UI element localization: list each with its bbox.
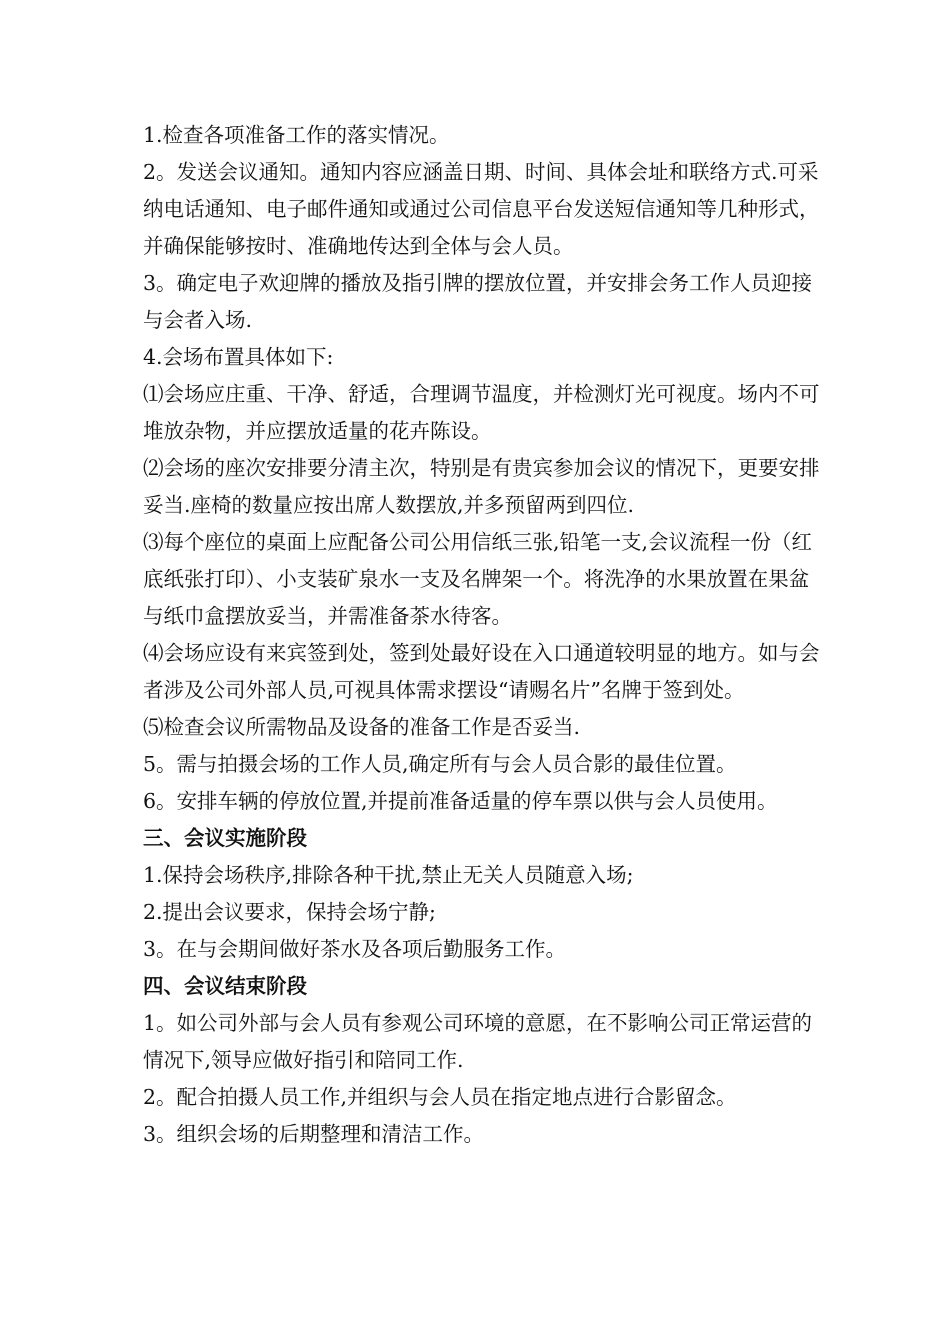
paragraph-implementation-2: 2.提出会议要求，保持会场宁静; — [143, 900, 436, 924]
paragraph-implementation-1: 1.保持会场秩序,排除各种干扰,禁止无关人员随意入场; — [143, 863, 634, 887]
paragraph-implementation-3: 3。在与会期间做好茶水及各项后勤服务工作。 — [143, 937, 567, 961]
paragraph-closing-1: 1。如公司外部与会人员有参观公司环境的意愿，在不影响公司正常运营的情况下,领导应做好指引和陪同工作. — [143, 1011, 813, 1072]
paragraph-venue-item-2: ⑵会场的座次安排要分清主次，特别是有贵宾参加会议的情况下，更要安排妥当.座椅的数量应按出席人数摆放,并多预留两到四位. — [143, 456, 820, 517]
paragraph-closing-3: 3。组织会场的后期整理和清洁工作。 — [143, 1122, 485, 1146]
paragraph-check-preparation: 1.检查各项准备工作的落实情况。 — [143, 123, 450, 147]
paragraph-closing-2: 2。配合拍摄人员工作,并组织与会人员在指定地点进行合影留念。 — [143, 1085, 737, 1109]
section-heading-closing: 四、会议结束阶段 — [143, 974, 307, 998]
section-heading-implementation: 三、会议实施阶段 — [143, 826, 307, 850]
paragraph-group-photo: 5。需与拍摄会场的工作人员,确定所有与会人员合影的最佳位置。 — [143, 752, 737, 776]
paragraph-send-notice: 2。发送会议通知。通知内容应涵盖日期、时间、具体会址和联络方式.可采纳电话通知、电子邮件通知或通过公司信息平台发送短信通知等几种形式，并确保能够按时、准确地传达到全体与会人员。 — [143, 160, 820, 258]
paragraph-venue-item-3: ⑶每个座位的桌面上应配备公司公用信纸三张,铅笔一支,会议流程一份（红底纸张打印）、小支装矿泉水一支及名牌架一个。将洗净的水果放置在果盆与纸巾盒摆放妥当，并需准备茶水待客。 — [143, 530, 813, 628]
paragraph-venue-item-5: ⑸检查会议所需物品及设备的准备工作是否妥当. — [143, 715, 581, 739]
paragraph-parking: 6。安排车辆的停放位置,并提前准备适量的停车票以供与会人员使用。 — [143, 789, 778, 813]
paragraph-venue-item-1: ⑴会场应庄重、干净、舒适，合理调节温度，并检测灯光可视度。场内不可堆放杂物，并应摆放适量的花卉陈设。 — [143, 382, 820, 443]
document-body — [143, 117, 823, 1153]
paragraph-venue-layout-intro: 4.会场布置具体如下: — [143, 345, 334, 369]
paragraph-welcome-signs: 3。确定电子欢迎牌的播放及指引牌的摆放位置，并安排会务工作人员迎接与会者入场. — [143, 271, 813, 332]
paragraph-venue-item-4: ⑷会场应设有来宾签到处，签到处最好设在入口通道较明显的地方。如与会者涉及公司外部人员,可视具体需求摆设“请赐名片”名牌于签到处。 — [143, 641, 820, 702]
